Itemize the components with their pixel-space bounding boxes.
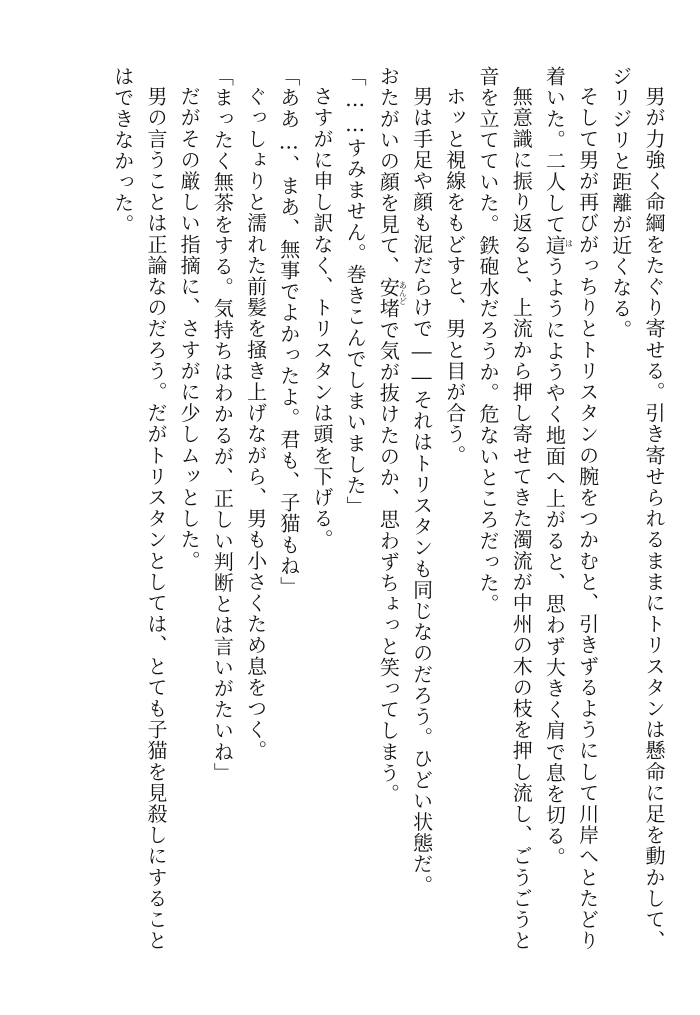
text-line: 「……すみません。巻きこんでしまいました」	[343, 66, 368, 518]
text-line: さすがに申し訳なく、トリスタンは頭を下げる。	[309, 86, 334, 551]
text-line: 「ああ…、まあ、無事でよかったよ。君も、子猫もね」	[276, 66, 301, 598]
text-line: 男の言うことは正論なのだろう。だがトリスタンとしては、とても子猫を見殺しにすること	[143, 86, 168, 952]
text-segment: 着いた。二人して	[542, 66, 567, 235]
text-line: 音を立てていた。鉄砲水だろうか。危ないところだった。	[475, 66, 500, 615]
text-segment: で気が抜けたのか、思わずちょっと笑ってしまう。	[376, 319, 401, 805]
text-line: ジリジリと距離が近くなる。	[608, 66, 633, 341]
text-line: はできなかった。	[110, 66, 135, 235]
text-line: 男は手足や顔も泥だらけで――それはトリスタンも同じなのだろう。ひどい状態だ。	[409, 86, 434, 896]
ruby-base-ando	[376, 277, 408, 320]
text-segment: うようにようやく地面へ上がると、思わず大きく肩で息を切る。	[542, 255, 567, 868]
ruby-base-hau	[542, 234, 574, 256]
text-line: ホッと視線をもどすと、男と目が合う。	[442, 86, 467, 466]
text-line: そして男が再びがっちりとトリスタンの腕をつかむと、引きずるようにして川岸へとたどり	[575, 86, 600, 952]
text-line-with-ruby-hau	[537, 66, 574, 986]
text-line: 「まったく無茶をする。気持ちはわかるが、正しい判断とは言いがたいね」	[210, 66, 235, 784]
text-line: ぐっしょりと濡れた前髪を掻き上げながら、男も小さくため息をつく。	[243, 86, 268, 762]
text-line: 男が力強く命綱をたぐり寄せる。引き寄せられるままにトリスタンは懸命に足を動かして、	[642, 86, 666, 952]
text-line: だがその厳しい指摘に、さすがに少しムッとした。	[177, 86, 202, 572]
text-segment: おたがいの顔を見て、	[376, 66, 401, 277]
ruby-annotation-ando: あんど	[398, 281, 408, 305]
ruby-annotation-hau: は	[564, 238, 574, 247]
ruby-base-text: 安堵	[376, 277, 401, 320]
vertical-text-block	[106, 66, 670, 986]
text-line-with-ruby-ando	[371, 66, 408, 986]
text-line: 無意識に振り返ると、上流から押し寄せてきた濁流が中州の木の枝を押し流し、ごうごうと	[509, 86, 534, 952]
ruby-base-text: 這	[542, 234, 567, 256]
